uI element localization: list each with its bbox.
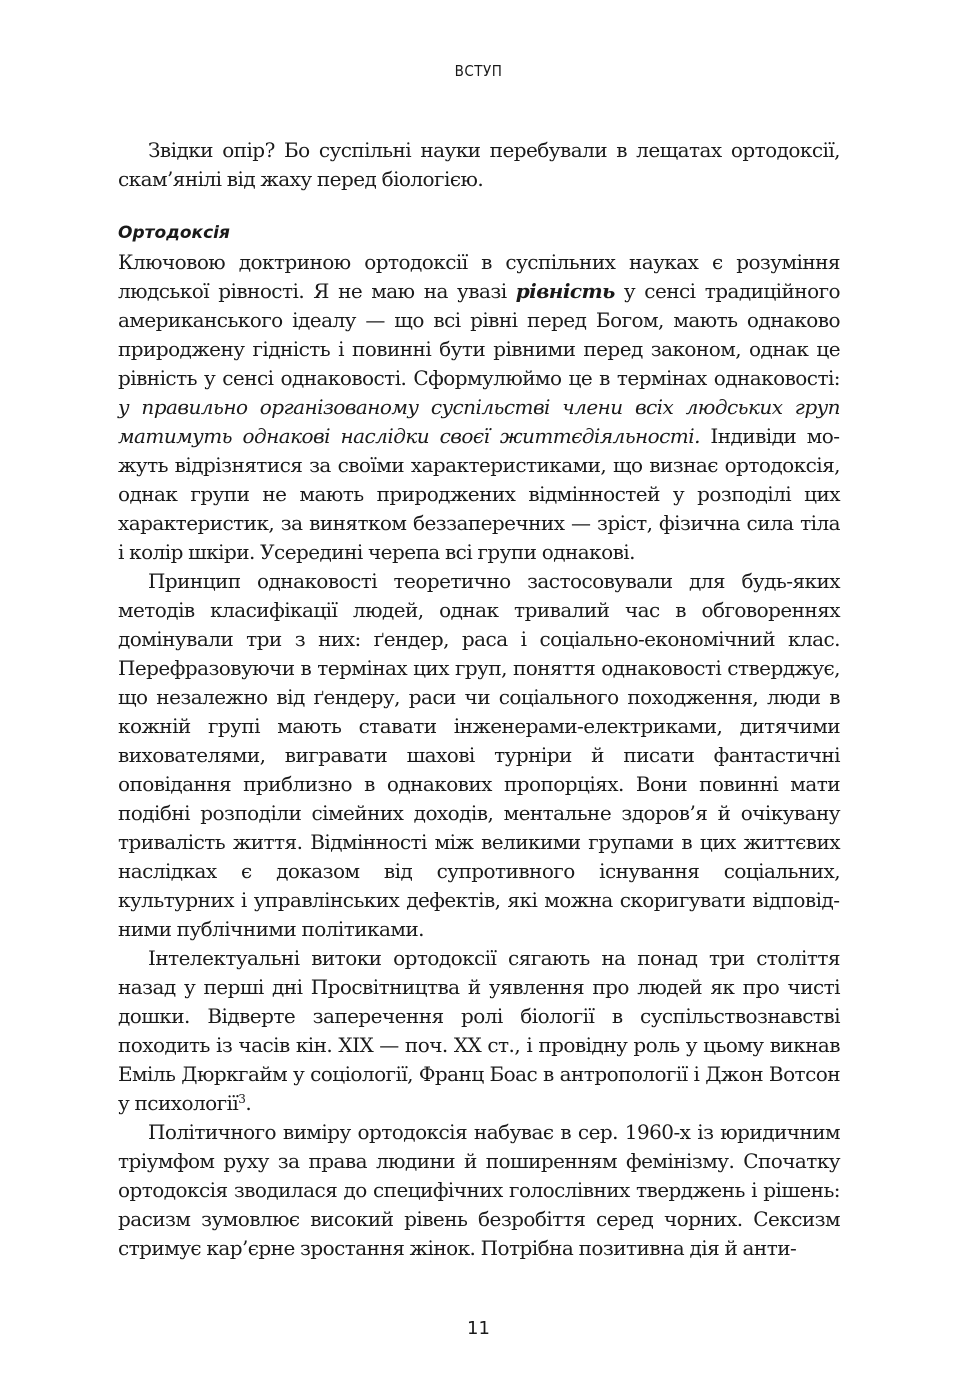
footnote-marker: 3 bbox=[238, 1092, 246, 1106]
paragraph-text: . bbox=[245, 1091, 252, 1115]
section-heading: Ортодоксія bbox=[118, 223, 230, 243]
paragraph-sameness-principle: Принцип однаковості теоретично застосовували для будь-яких методів класифікації людей, однак тривалий час в обговореннях домінували три з них: ґендер, раса і соціально-економічний клас. Перефразовуючи в термінах цих груп, поняття однаковості стверджує, що незалежно від ґендеру, раси чи соціального походження, люди в кожній групі мають ставати інженерами-електриками, дитячими вихователями, вигравати шахові турніри й писати фантастичні оповідання приблизно в однакових пропорціях. Вони повинні мати подібні розподіли сімейних доходів, ментальне здоров’я й очікувану тривалість життя. Відмінності між великими групами в цих життєвих наслідках є доказом від супротивного існування соціальних, культурних і управлінських дефектів, які можна скоригувати відповідними публічними політиками. bbox=[118, 569, 840, 941]
running-head: ВСТУП bbox=[454, 62, 503, 80]
paragraph-text: Індивіди можуть відрізнятися за своїми характеристиками, що визнає ортодоксія, однак групи не мають природжених відмінностей у розподілі цих характеристик, за винятком беззаперечних — зріст, фізична сила тіла і колір шкіри. Усередині черепа всі групи однакові. bbox=[118, 424, 840, 564]
intro-paragraph: Звідки опір? Бо суспільні науки перебували в лещатах ортодоксії, скам’янілі від жаху перед біологією. bbox=[118, 138, 840, 191]
paragraph-text: у сенсі традиційного американського ідеалу — що всі рівні перед Богом, мають однаково природжену гідність і повинні бути рівними перед законом, однак це рівність у сенсі однаковості. Сформулюймо це в термінах однаковості: bbox=[118, 279, 841, 390]
paragraph-text: Ключовою доктриною ортодоксії в суспільних науках є розуміння людської рівності. Я не маю на увазі bbox=[118, 250, 840, 303]
page-body bbox=[118, 136, 840, 1263]
italic-definition: у правильно організованому суспільстві члени всіх людських груп матимуть однакові наслідки своєї життєдіяльності. bbox=[118, 395, 840, 448]
page-number: 11 bbox=[467, 1318, 490, 1339]
paragraph-intellectual-origins bbox=[118, 944, 840, 1118]
paragraph-text: Інтелектуальні витоки ортодоксії сягають на понад три століття назад у перші дні Просвітництва й уявлення про людей як про чисті дошки. Відверте заперечення ролі біології в суспільствознавстві походить із часів кін. XIX — поч. XX ст., і провідну роль у цьому викнав Еміль Дюркгайм у соціології, Франц Боас в антропології і Джон Вотсон у психології bbox=[118, 946, 840, 1115]
emphasized-term: рівність bbox=[515, 279, 615, 303]
paragraph-political-dimension: Політичного виміру ортодоксія набуває в сер. 1960-х із юридичним тріумфом руху за права людини й поширенням фемінізму. Спочатку ортодоксія зводилася до специфічних голослівних тверджень і рішень: расизм зумовлює високий рівень безробіття серед чорних. Сексизм стримує кар’єрне зростання жінок. Потрібна позитивна дія й анти- bbox=[118, 1120, 840, 1260]
paragraph-orthodoxy-definition bbox=[118, 248, 840, 567]
